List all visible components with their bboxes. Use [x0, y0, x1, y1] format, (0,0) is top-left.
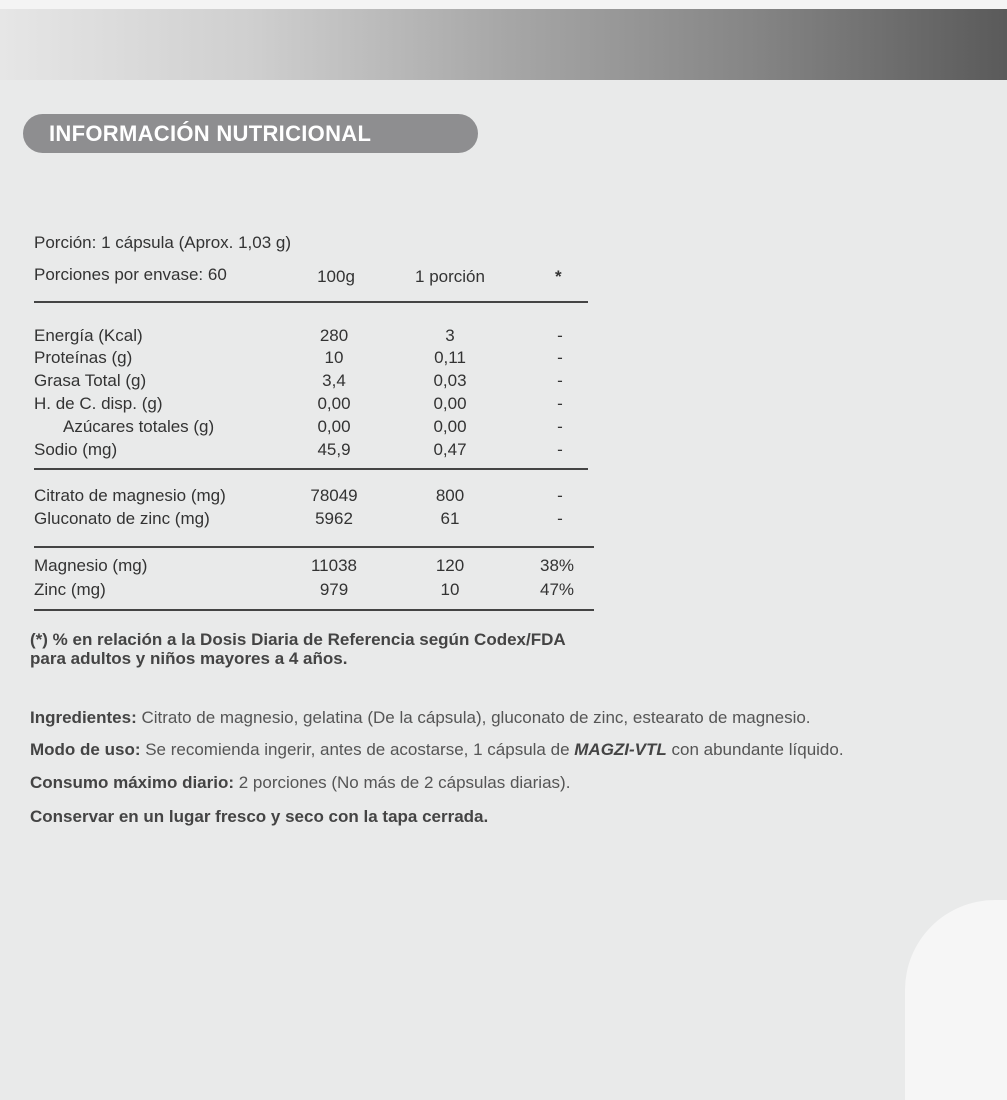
row-name: Grasa Total (g) — [34, 371, 147, 390]
row-portion: 0,11 — [434, 348, 466, 367]
divider — [34, 468, 588, 470]
row-per100: 3,4 — [322, 371, 346, 390]
footnote-line2: para adultos y niños mayores a 4 años. — [30, 649, 348, 668]
row-name: Proteínas (g) — [34, 348, 133, 367]
servings-text: Porciones por envase: 60 — [34, 265, 227, 284]
row-pct: - — [557, 371, 563, 390]
brand-name: MAGZI-VTL — [574, 740, 667, 759]
corner-decoration — [905, 900, 1007, 1100]
storage-text: Conservar en un lugar fresco y seco con la tapa cerrada. — [30, 807, 489, 826]
ingredients-label: Ingredientes: — [30, 708, 137, 727]
row-name: Citrato de magnesio (mg) — [34, 486, 226, 505]
row-per100: 979 — [319, 580, 349, 599]
row-pct: 38% — [539, 556, 575, 575]
max-daily-paragraph — [30, 773, 570, 793]
header-100g: 100g — [317, 267, 355, 286]
row-portion: 800 — [435, 486, 465, 505]
row-name: Gluconato de zinc (mg) — [34, 509, 210, 528]
row-portion: 3 — [445, 326, 455, 345]
row-portion: 120 — [435, 556, 465, 575]
usage-text: Se recomienda ingerir, antes de acostarse, 1 cápsula de — [140, 740, 575, 759]
header-portion: 1 porción — [415, 267, 485, 286]
ingredients-text: Citrato de magnesio, gelatina (De la cápsula), gluconato de zinc, estearato de magnesio. — [136, 708, 811, 727]
ingredients-paragraph — [30, 708, 811, 728]
row-portion: 0,00 — [433, 394, 467, 413]
divider — [34, 609, 594, 611]
row-portion: 0,47 — [433, 440, 467, 459]
row-per100: 5962 — [315, 509, 353, 528]
divider — [34, 301, 588, 303]
row-name: H. de C. disp. (g) — [34, 394, 163, 413]
row-name: Zinc (mg) — [34, 580, 106, 599]
row-pct: - — [557, 486, 563, 505]
row-per100: 10 — [324, 348, 344, 367]
row-portion: 10 — [440, 580, 460, 599]
portion-text: Porción: 1 cápsula (Aprox. 1,03 g) — [34, 233, 292, 252]
row-per100: 280 — [319, 326, 349, 345]
footnote-line1: (*) % en relación a la Dosis Diaria de Referencia según Codex/FDA — [30, 630, 566, 649]
row-pct: - — [557, 509, 563, 528]
row-pct: - — [557, 440, 563, 459]
row-per100: 45,9 — [317, 440, 351, 459]
divider — [34, 546, 594, 548]
page-title: INFORMACIÓN NUTRICIONAL — [49, 120, 372, 146]
row-portion: 0,00 — [433, 417, 467, 436]
row-per100: 0,00 — [317, 417, 351, 436]
row-portion: 0,03 — [433, 371, 467, 390]
row-name: Magnesio (mg) — [34, 556, 148, 575]
row-pct: 47% — [539, 580, 575, 599]
row-pct: - — [557, 326, 563, 345]
row-pct: - — [557, 417, 563, 436]
max-daily-text: 2 porciones (No más de 2 cápsulas diarias). — [234, 773, 571, 792]
title-pill — [23, 114, 478, 153]
row-per100: 78049 — [310, 486, 358, 505]
row-name: Energía (Kcal) — [34, 326, 143, 345]
usage-paragraph — [30, 740, 844, 760]
row-portion: 61 — [440, 509, 460, 528]
header-banner — [0, 9, 1007, 80]
row-name: Sodio (mg) — [34, 440, 118, 459]
header-pct: * — [555, 267, 562, 286]
usage-text-end: con abundante líquido. — [666, 740, 844, 759]
row-per100: 11038 — [310, 556, 357, 575]
top-strip — [0, 0, 1007, 9]
row-name: Azúcares totales (g) — [63, 417, 215, 436]
row-pct: - — [557, 348, 563, 367]
usage-label: Modo de uso: — [30, 740, 141, 759]
max-daily-label: Consumo máximo diario: — [30, 773, 235, 792]
row-per100: 0,00 — [317, 394, 351, 413]
row-pct: - — [557, 394, 563, 413]
